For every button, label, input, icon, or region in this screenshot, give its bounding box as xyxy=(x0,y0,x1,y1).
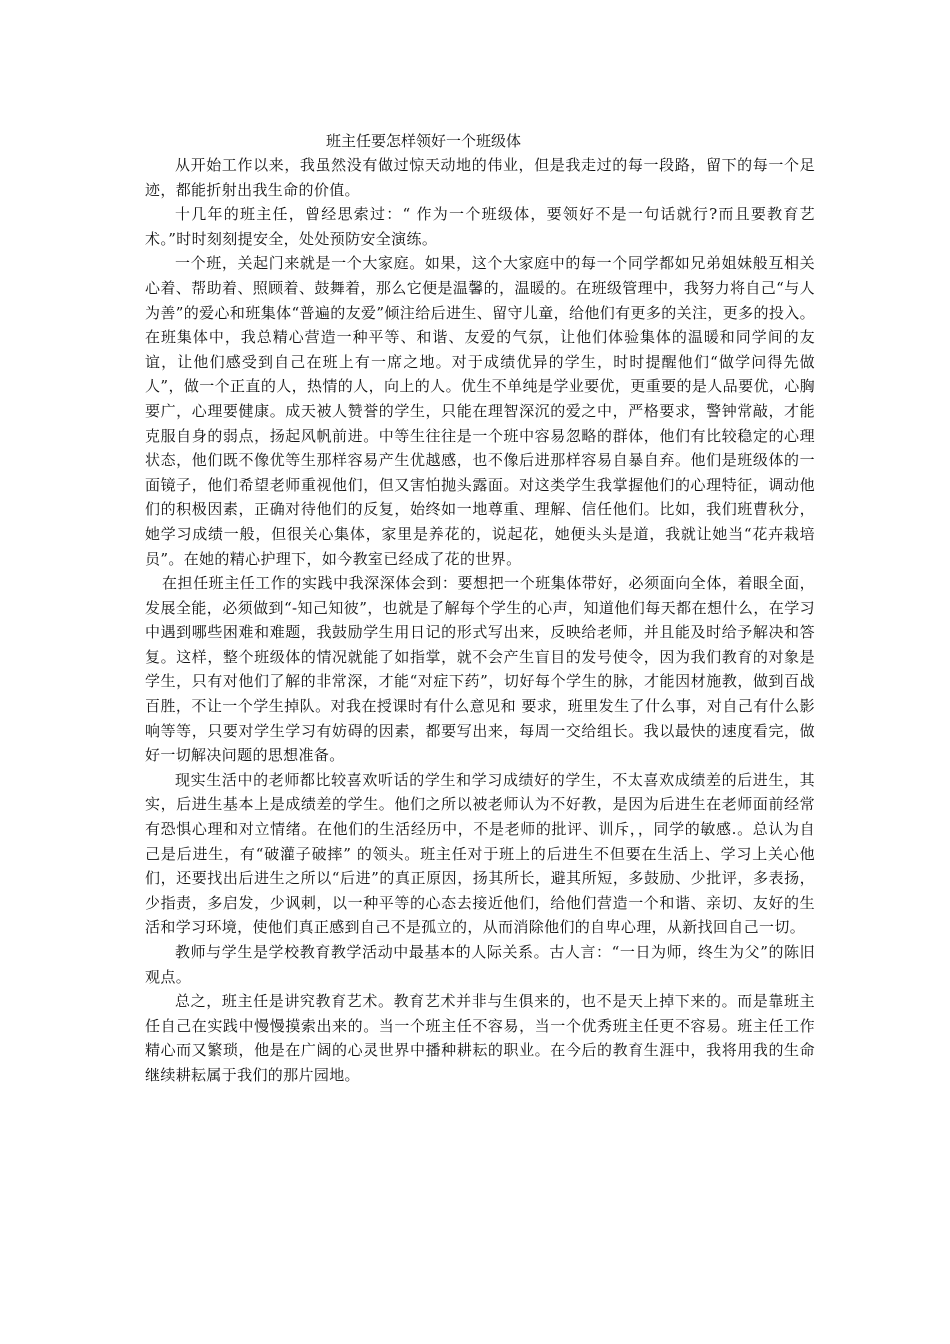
paragraph-practice: 在担任班主任工作的实践中我深深体会到：要想把一个班集体带好，必须面向全体，着眼全面，发展全能，必须做到“-知己知彼”，也就是了解每个学生的心声，知道他们每天都在想什么，在学习中遇到哪些困难和难题，我鼓励学生用日记的形式写出来，反映给老师，并且能及时给予解决和答复。这样，整个班级体的情况就能了如指掌，就不会产生盲目的发号使令，因为我们教育的对象是学生，只有对他们了解的非常深，才能“对症下药”，切好每个学生的脉，才能因材施教，做到百战百胜，不让一个学生掉队。对我在授课时有什么意见和 要求，班里发生了什么事，对自己有什么影响等等，只要对学生学习有妨碍的因素，都要写出来，每周一交给组长。我以最快的速度看完，做好一切解决问题的思想准备。 xyxy=(145,574,815,765)
paragraph-conclusion: 总之，班主任是讲究教育艺术。教育艺术并非与生俱来的，也不是天上掉下来的。而是靠班主任自己在实践中慢慢摸索出来的。当一个班主任不容易，当一个优秀班主任更不容易。班主任工作精心而又繁琐，他是在广阔的心灵世界中播种耕耘的职业。在今后的教育生涯中，我将用我的生命继续耕耘属于我们的那片园地。 xyxy=(145,992,815,1084)
paragraph-class-family: 一个班，关起门来就是一个大家庭。如果，这个大家庭中的每一个同学都如兄弟姐妹般互相关心着、帮助着、照顾着、鼓舞着，那么它便是温馨的，温暖的。在班级管理中，我努力将自己“与人为善”的爱心和班集体“普遍的友爱”倾注给后进生、留守儿童，给他们有更多的关注，更多的投入。在班集体中，我总精心营造一种平等、和谐、友爱的气氛，让他们体验集体的温暖和同学间的友谊，让他们感受到自己在班上有一席之地。对于成绩优异的学生，时时提醒他们“做学问得先做人”，做一个正直的人，热情的人，向上的人。优生不单纯是学业要优，更重要的是人品要优，心胸要广，心理要健康。成天被人赞誉的学生，只能在理智深沉的爱之中，严格要求，警钟常敲，才能克服自身的弱点，扬起风帆前进。中等生往往是一个班中容易忽略的群体，他们有比较稳定的心理状态，他们既不像优等生那样容易产生优越感，也不像后进那样容易自暴自弃。他们是班级体的一面镜子，他们希望老师重视他们，但又害怕抛头露面。对这类学生我掌握他们的心理特征，调动他们的积极因素，正确对待他们的反复，始终如一地尊重、理解、信任他们。比如，我们班曹秋分，她学习成绩一般，但很关心集体，家里是养花的，说起花，她便头头是道，我就让她当“花卉栽培员”。在她的精心护理下，如今教室已经成了花的世界。 xyxy=(145,254,815,568)
paragraph-underachievers: 现实生活中的老师都比较喜欢听话的学生和学习成绩好的学生，不太喜欢成绩差的后进生，其实，后进生基本上是成绩差的学生。他们之所以被老师认为不好教，是因为后进生在老师面前经常有恐惧心理和对立情绪。在他们的生活经历中，不是老师的批评、训斥，，同学的敏感.。总认为自己是后进生，有“破灌子破摔” 的领头。班主任对于班上的后进生不但要在生活上、学习上关心他们，还要找出后进生之所以“后进”的真正原因，扬其所长，避其所短，多鼓励、少批评，多表扬，少指责，多启发，少讽刺，以一种平等的心态去接近他们，给他们营造一个和谐、亲切、友好的生活和学习环境，使他们真正感到自己不是孤立的，从而消除他们的自卑心理，从新找回自己一切。 xyxy=(145,770,815,937)
document-body xyxy=(145,129,815,1088)
document-title: 班主任要怎样领好一个班级体 xyxy=(326,132,522,150)
paragraph-reflection: 十几年的班主任，曾经思索过：“ 作为一个班级体，要领好不是一句话就行?而且要教育艺术。”时时刻刻提安全，处处预防安全演练。 xyxy=(145,205,815,248)
paragraph-teacher-student: 教师与学生是学校教育教学活动中最基本的人际关系。古人言：“一日为师，终生为父”的陈旧观点。 xyxy=(145,943,815,986)
paragraph-intro: 从开始工作以来，我虽然没有做过惊天动地的伟业，但是我走过的每一段路，留下的每一个足迹，都能折射出我生命的价值。 xyxy=(145,156,815,199)
